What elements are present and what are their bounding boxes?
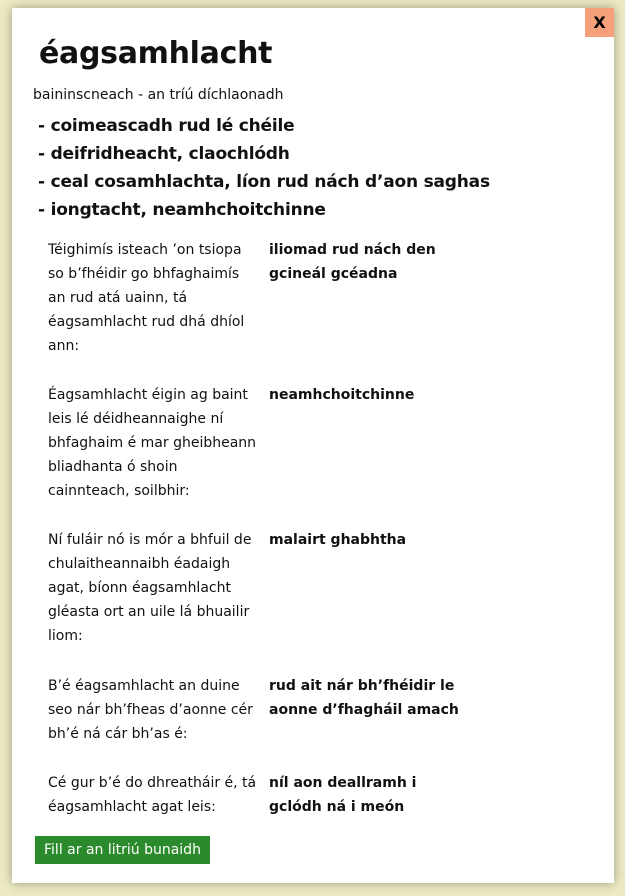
example-gloss: rud ait nár bh’fhéidir le aonne d’fhagháil amach [269,678,459,718]
close-button[interactable]: X [585,8,614,37]
example-text: B’é éagsamhlacht an duine seo nár bh’fheas d’aonne cér bh’é ná cár bh’as é: [48,678,253,742]
entry-dialog [12,8,614,883]
headword: éagsamhlacht [39,36,273,71]
sense-item: - coimeascadh rud lé chéile [38,116,295,136]
example-gloss: iliomad rud nách den gcineál gcéadna [269,242,436,282]
example-text: Cé gur b’é do dhreatháir é, tá éagsamhlacht agat leis: [48,775,257,815]
sense-list [38,112,490,224]
sense-item: - ceal cosamhlachta, líon rud nách d’aon saghas [38,172,490,192]
sense-item: - iongtacht, neamhchoitchinne [38,200,326,220]
example-text: Ní fuláir nó is mór a bhfuil de chulaitheannaibh éadaigh agat, bíonn éagsamhlacht gléasta ort an uile lá bhuailir liom: [48,532,252,644]
grammar-info: baininscneach - an tríú díchlaonadh [33,87,284,103]
example-gloss: malairt ghabhtha [269,532,407,548]
example-gloss: neamhchoitchinne [269,387,415,403]
back-to-original-spelling-button[interactable]: Fill ar an litriú bunaidh [35,836,210,864]
example-text: Téighimís isteach ’on tsiopa so b’fhéidir go bhfaghaimís an rud atá uainn, tá éagsamhlacht rud dhá dhíol ann: [48,242,245,354]
example-gloss: níl aon deallramh i gclódh ná i meón [269,775,417,815]
example-text: Éagsamhlacht éigin ag baint leis lé déidheannaighe ní bhfaghaim é mar gheibheann bliadhanta ó shoin cainnteach, soilbhir: [48,387,257,499]
sense-item: - deifridheacht, claochlódh [38,144,290,164]
